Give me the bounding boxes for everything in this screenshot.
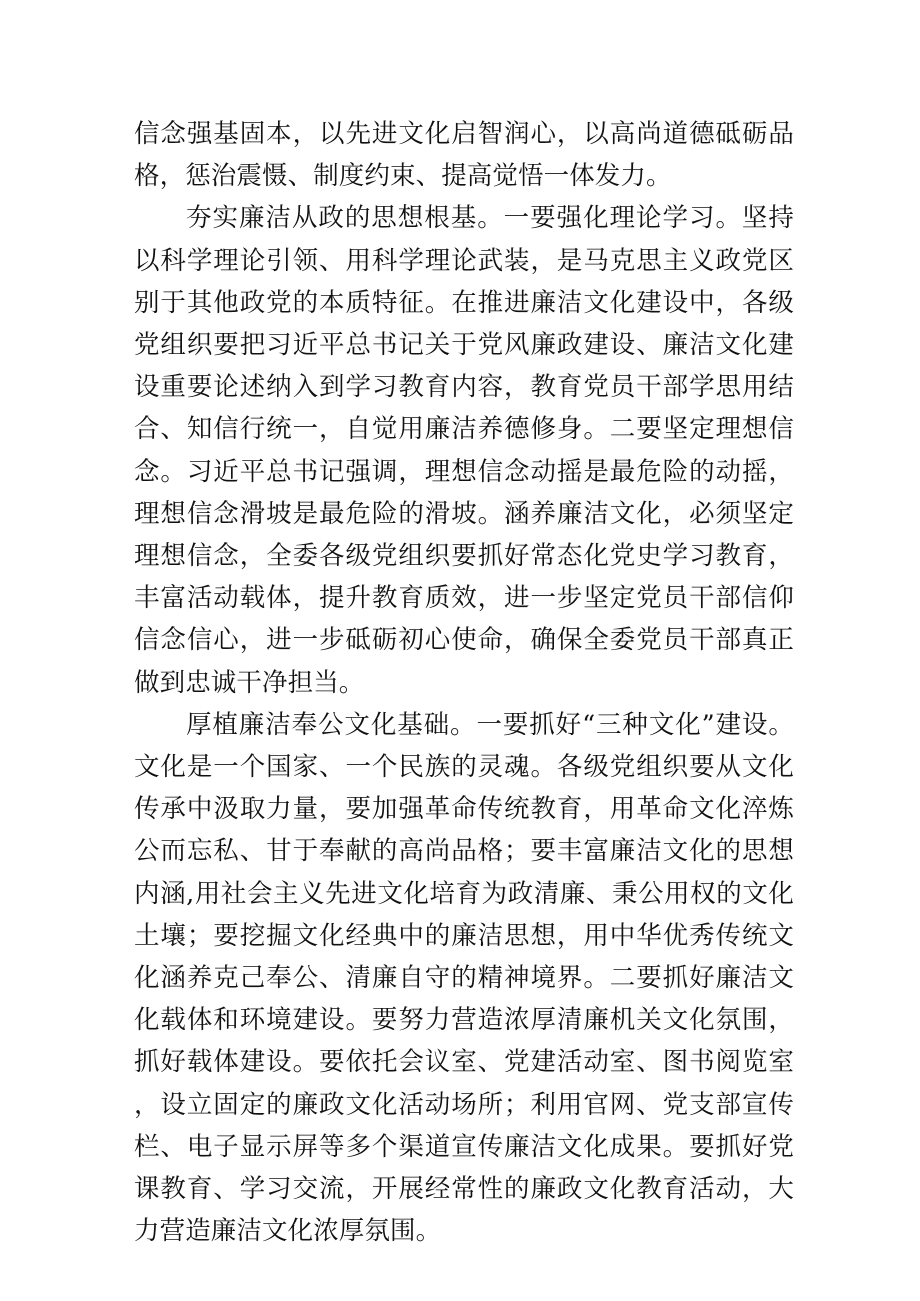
document-body [134,113,794,1252]
paragraph-ideological-foundation: 夯实廉洁从政的思想根基。一要强化理论学习。坚持以科学理论引领、用科学理论武装，是马克思主义政党区别于其他政党的本质特征。在推进廉洁文化建设中，各级党组织要把习近平总书记关于党风廉政建设、廉洁文化建设重要论述纳入到学习教育内容，教育党员干部学思用结合、知信行统一，自觉用廉洁养德修身。二要坚定理想信念。习近平总书记强调，理想信念动摇是最危险的动摇，理想信念滑坡是最危险的滑坡。涵养廉洁文化，必须坚定理想信念，全委各级党组织要抓好常态化党史学习教育，丰富活动载体，提升教育质效，进一步坚定党员干部信仰信念信心，进一步砥砺初心使命，确保全委党员干部真正做到忠诚干净担当。 [134,203,794,698]
paragraph-continuation: 信念强基固本，以先进文化启智润心，以高尚道德砥砺品格，惩治震慑、制度约束、提高觉悟一体发力。 [134,119,794,192]
paragraph-cultural-foundation: 厚植廉洁奉公文化基础。一要抓好“三种文化”建设。文化是一个国家、一个民族的灵魂。各级党组织要从文化传承中汲取力量，要加强革命传统教育，用革命文化淬炼公而忘私、甘于奉献的高尚品格；要丰富廉洁文化的思想内涵,用社会主义先进文化培育为政清廉、秉公用权的文化土壤；要挖掘文化经典中的廉洁思想，用中华优秀传统文化涵养克己奉公、清廉自守的精神境界。二要抓好廉洁文化载体和环境建设。要努力营造浓厚清廉机关文化氛围，抓好载体建设。要依托会议室、党建活动室、图书阅览室，设立固定的廉政文化活动场所；利用官网、党支部宣传栏、电子显示屏等多个渠道宣传廉洁文化成果。要抓好党课教育、学习交流，开展经常性的廉政文化教育活动，大力营造廉洁文化浓厚氛围。 [134,709,794,1247]
